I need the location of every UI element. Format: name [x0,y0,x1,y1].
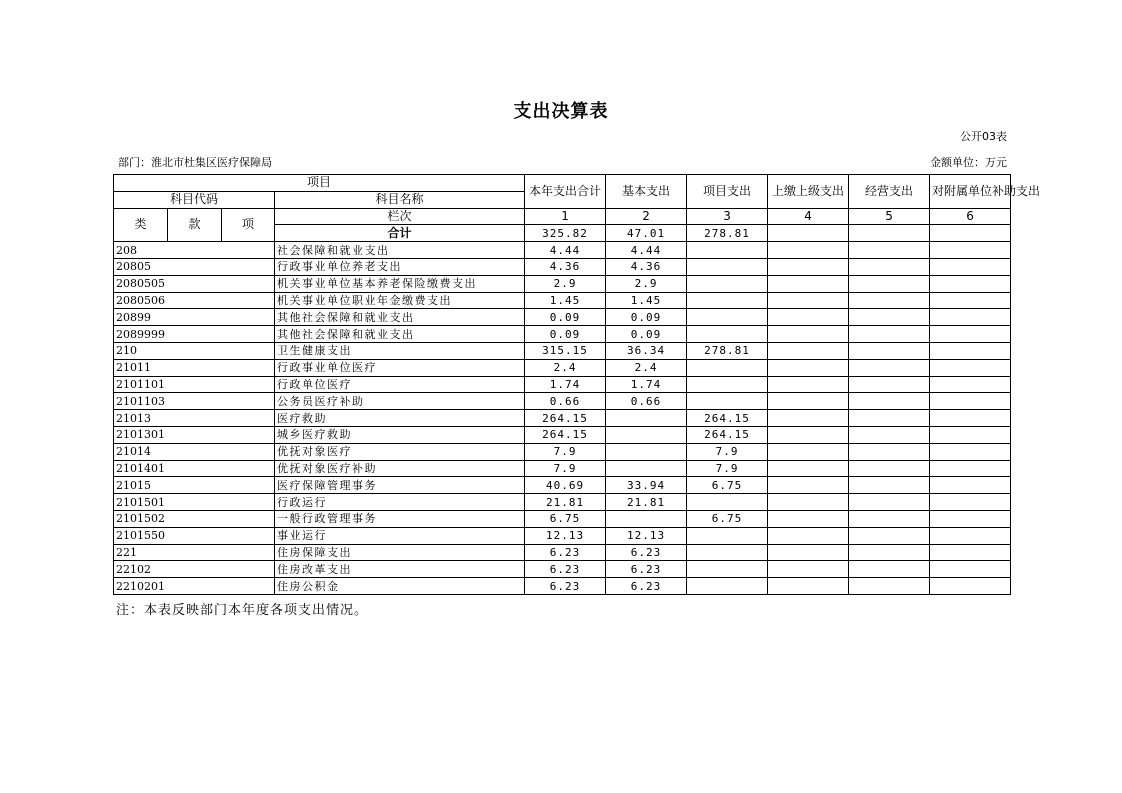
cell-upper [768,410,849,427]
cell-subsidy [930,578,1011,595]
cell-upper [768,376,849,393]
subject-code: 2101101 [114,376,275,393]
cell-upper [768,578,849,595]
table-row [114,561,1011,578]
cell-total: 0.66 [525,393,606,410]
table-row [114,410,1011,427]
table-row [114,578,1011,595]
table-row [114,460,1011,477]
cell-subsidy [930,258,1011,275]
cell-project: 264.15 [687,426,768,443]
table-row [114,477,1011,494]
amount-unit-label: 金额单位：万元 [930,156,1007,169]
cell-upper [768,242,849,259]
table-row [114,326,1011,343]
subject-code: 21014 [114,443,275,460]
cell-business [849,410,930,427]
cell-total: 0.09 [525,326,606,343]
subject-name: 行政事业单位养老支出 [275,258,525,275]
subject-name: 行政单位医疗 [275,376,525,393]
cell-business [849,460,930,477]
cell-upper [768,275,849,292]
cell-subsidy [930,494,1011,511]
cell-business [849,561,930,578]
cell-total: 1.74 [525,376,606,393]
table-row [114,309,1011,326]
header-lanci: 栏次 [275,208,525,225]
cell-basic: 33.94 [606,477,687,494]
cell-basic: 6.23 [606,544,687,561]
subject-name: 医疗保障管理事务 [275,477,525,494]
cell-subsidy [930,460,1011,477]
subject-code: 2101103 [114,393,275,410]
table-note: 注：本表反映部门本年度各项支出情况。 [116,603,369,618]
cell-project: 278.81 [687,342,768,359]
cell-basic: 4.36 [606,258,687,275]
subject-name: 行政事业单位医疗 [275,359,525,376]
header-subject-name: 科目名称 [275,191,525,208]
subject-name: 优抚对象医疗补助 [275,460,525,477]
cell-basic: 1.74 [606,376,687,393]
cell-upper [768,443,849,460]
cell-project [687,258,768,275]
subject-name: 公务员医疗补助 [275,393,525,410]
subject-code: 2089999 [114,326,275,343]
cell-total: 4.36 [525,258,606,275]
cell-upper [768,342,849,359]
subject-name: 事业运行 [275,527,525,544]
header-row-3 [114,208,1011,225]
form-number: 公开03表 [960,130,1007,143]
subject-code: 2101301 [114,426,275,443]
table-row [114,258,1011,275]
cell-total: 1.45 [525,292,606,309]
total-label: 合计 [275,225,525,242]
cell-total: 6.23 [525,561,606,578]
subject-code: 210 [114,342,275,359]
subject-name: 医疗救助 [275,410,525,427]
subject-code: 2101550 [114,527,275,544]
cell-total: 6.75 [525,510,606,527]
cell-subsidy [930,544,1011,561]
table-row [114,443,1011,460]
cell-basic [606,460,687,477]
header-xiang: 项 [222,208,275,242]
cell-project: 7.9 [687,460,768,477]
cell-subsidy [930,561,1011,578]
cell-subsidy [930,527,1011,544]
cell-basic [606,410,687,427]
cell-business [849,309,930,326]
cell-project [687,292,768,309]
header-col-upper: 上缴上级支出 [768,175,849,209]
cell-subsidy [930,443,1011,460]
subject-code: 21013 [114,410,275,427]
cell-basic: 0.66 [606,393,687,410]
subject-name: 住房改革支出 [275,561,525,578]
cell-upper [768,544,849,561]
cell-total: 2.9 [525,275,606,292]
cell-business [849,292,930,309]
header-col-total: 本年支出合计 [525,175,606,209]
cell-upper [768,359,849,376]
subject-name: 社会保障和就业支出 [275,242,525,259]
total-total: 325.82 [525,225,606,242]
table-row [114,393,1011,410]
cell-project: 6.75 [687,477,768,494]
cell-upper [768,309,849,326]
cell-project [687,578,768,595]
subject-code: 221 [114,544,275,561]
cell-project [687,275,768,292]
cell-project [687,309,768,326]
cell-basic [606,443,687,460]
cell-total: 264.15 [525,410,606,427]
table-row [114,426,1011,443]
cell-basic: 0.09 [606,326,687,343]
subject-name: 机关事业单位职业年金缴费支出 [275,292,525,309]
col-num-6: 6 [930,208,1011,225]
cell-project [687,544,768,561]
subject-name: 机关事业单位基本养老保险缴费支出 [275,275,525,292]
cell-subsidy [930,242,1011,259]
cell-upper [768,494,849,511]
table-row [114,527,1011,544]
cell-project [687,494,768,511]
subject-code: 21011 [114,359,275,376]
subject-code: 2210201 [114,578,275,595]
cell-business [849,393,930,410]
cell-basic: 0.09 [606,309,687,326]
cell-basic [606,426,687,443]
subject-code: 2080505 [114,275,275,292]
cell-subsidy [930,393,1011,410]
cell-upper [768,477,849,494]
cell-business [849,477,930,494]
cell-project: 6.75 [687,510,768,527]
cell-basic: 6.23 [606,561,687,578]
subject-name: 城乡医疗救助 [275,426,525,443]
subject-code: 2080506 [114,292,275,309]
cell-project [687,527,768,544]
header-kuan: 款 [168,208,222,242]
cell-upper [768,510,849,527]
header-lei: 类 [114,208,168,242]
cell-total: 315.15 [525,342,606,359]
cell-upper [768,460,849,477]
cell-upper [768,258,849,275]
col-num-5: 5 [849,208,930,225]
cell-subsidy [930,477,1011,494]
cell-project [687,376,768,393]
cell-total: 7.9 [525,460,606,477]
cell-business [849,426,930,443]
table-row [114,510,1011,527]
header-col-project: 项目支出 [687,175,768,209]
cell-upper [768,527,849,544]
cell-upper [768,561,849,578]
cell-basic: 6.23 [606,578,687,595]
cell-business [849,258,930,275]
cell-basic: 2.4 [606,359,687,376]
table-row [114,242,1011,259]
subject-code: 21015 [114,477,275,494]
col-num-2: 2 [606,208,687,225]
cell-total: 6.23 [525,544,606,561]
cell-total: 21.81 [525,494,606,511]
cell-business [849,578,930,595]
department-label: 部门：淮北市杜集区医疗保障局 [118,156,272,169]
cell-total: 2.4 [525,359,606,376]
cell-business [849,359,930,376]
table-row [114,544,1011,561]
cell-business [849,510,930,527]
cell-upper [768,426,849,443]
total-business [849,225,930,242]
subject-name: 住房公积金 [275,578,525,595]
cell-subsidy [930,309,1011,326]
cell-total: 40.69 [525,477,606,494]
cell-business [849,494,930,511]
cell-subsidy [930,510,1011,527]
cell-subsidy [930,426,1011,443]
cell-business [849,242,930,259]
header-subject-code: 科目代码 [114,191,275,208]
cell-basic: 2.9 [606,275,687,292]
cell-business [849,275,930,292]
cell-project [687,242,768,259]
cell-basic [606,510,687,527]
cell-subsidy [930,376,1011,393]
col-num-1: 1 [525,208,606,225]
cell-total: 6.23 [525,578,606,595]
cell-project [687,393,768,410]
cell-basic: 4.44 [606,242,687,259]
cell-total: 264.15 [525,426,606,443]
table-row [114,376,1011,393]
cell-project [687,359,768,376]
cell-upper [768,393,849,410]
cell-subsidy [930,292,1011,309]
cell-basic: 12.13 [606,527,687,544]
cell-business [849,527,930,544]
subject-code: 20805 [114,258,275,275]
page-title: 支出决算表 [513,101,609,122]
subject-name: 住房保障支出 [275,544,525,561]
header-row-1 [114,175,1011,192]
cell-project [687,326,768,343]
total-project: 278.81 [687,225,768,242]
subject-name: 优抚对象医疗 [275,443,525,460]
table-row [114,359,1011,376]
subject-name: 一般行政管理事务 [275,510,525,527]
cell-basic: 21.81 [606,494,687,511]
cell-total: 12.13 [525,527,606,544]
subject-name: 卫生健康支出 [275,342,525,359]
cell-project [687,561,768,578]
cell-subsidy [930,275,1011,292]
cell-project: 264.15 [687,410,768,427]
header-col-business: 经营支出 [849,175,930,209]
total-basic: 47.01 [606,225,687,242]
subject-code: 22102 [114,561,275,578]
table-row [114,275,1011,292]
cell-upper [768,292,849,309]
cell-basic: 36.34 [606,342,687,359]
subject-code: 208 [114,242,275,259]
subject-code: 20899 [114,309,275,326]
subject-code: 2101501 [114,494,275,511]
total-subsidy [930,225,1011,242]
cell-business [849,342,930,359]
table-row [114,342,1011,359]
header-item: 项目 [114,175,525,192]
header-col-subsidy: 对附属单位补助支出 [930,175,1011,209]
cell-total: 0.09 [525,309,606,326]
cell-business [849,443,930,460]
table-row [114,292,1011,309]
cell-business [849,326,930,343]
cell-business [849,544,930,561]
col-num-3: 3 [687,208,768,225]
cell-upper [768,326,849,343]
cell-project: 7.9 [687,443,768,460]
subject-code: 2101502 [114,510,275,527]
cell-subsidy [930,359,1011,376]
subject-name: 行政运行 [275,494,525,511]
subject-name: 其他社会保障和就业支出 [275,326,525,343]
cell-subsidy [930,326,1011,343]
cell-total: 4.44 [525,242,606,259]
header-col-basic: 基本支出 [606,175,687,209]
cell-subsidy [930,342,1011,359]
table-row [114,494,1011,511]
cell-business [849,376,930,393]
cell-subsidy [930,410,1011,427]
total-upper [768,225,849,242]
subject-name: 其他社会保障和就业支出 [275,309,525,326]
col-num-4: 4 [768,208,849,225]
subject-code: 2101401 [114,460,275,477]
cell-total: 7.9 [525,443,606,460]
expenditure-table [113,174,1041,595]
cell-basic: 1.45 [606,292,687,309]
